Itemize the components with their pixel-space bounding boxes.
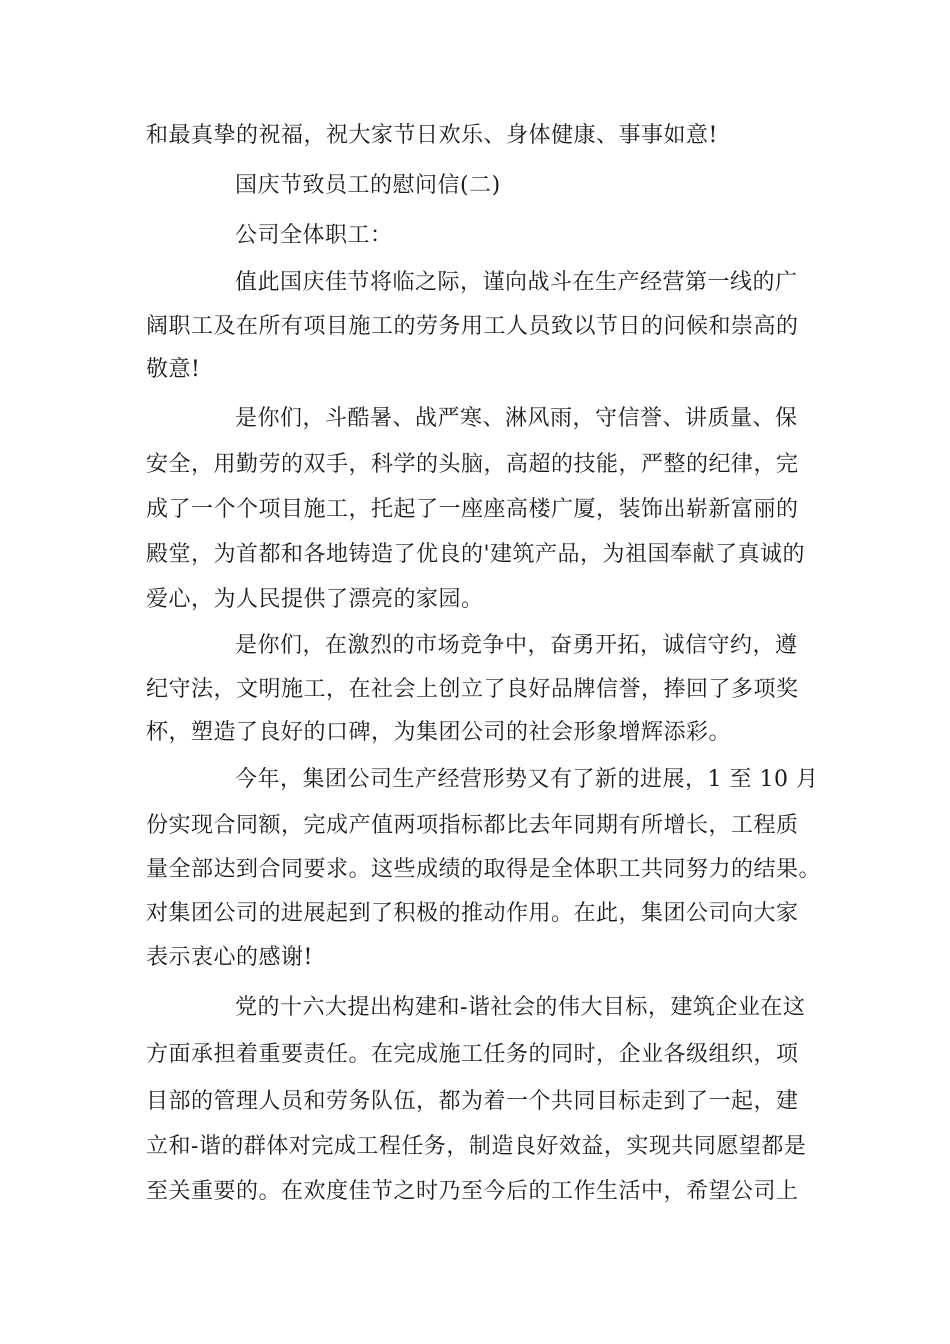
text-line: 纪守法，文明施工，在社会上创立了良好品牌信誉，捧回了多项奖 xyxy=(146,677,799,702)
text-line: 杯，塑造了良好的口碑，为集团公司的社会形象增辉添彩。 xyxy=(146,720,732,745)
text-line: 党的十六大提出构建和-谐社会的伟大目标，建筑企业在这 xyxy=(235,995,806,1020)
salutation: 公司全体职工： xyxy=(235,223,393,248)
text-line: 爱心，为人民提供了漂亮的家园。 xyxy=(146,587,484,612)
letter-title: 国庆节致员工的慰问信(二) xyxy=(235,173,501,198)
text-line: 安全，用勤劳的双手，科学的头脑，高超的技能，严整的纪律，完 xyxy=(146,452,799,477)
text-line: 和最真挚的祝福，祝大家节日欢乐、身体健康、事事如意! xyxy=(146,123,718,148)
text-line: 份实现合同额，完成产值两项指标都比去年同期有所增长，工程质 xyxy=(146,813,799,838)
text-line: 是你们，在激烈的市场竞争中，奋勇开拓，诚信守约，遵 xyxy=(235,633,798,658)
text-line: 对集团公司的进展起到了积极的推动作用。在此，集团公司向大家 xyxy=(146,901,799,926)
text-line: 值此国庆佳节将临之际，谨向战斗在生产经营第一线的广 xyxy=(235,270,798,295)
text-line: 方面承担着重要责任。在完成施工任务的同时，企业各级组织，项 xyxy=(146,1042,799,1067)
text-line: 目部的管理人员和劳务队伍，都为着一个共同目标走到了一起，建 xyxy=(146,1089,799,1114)
text-line: 殿堂，为首都和各地铸造了优良的'建筑产品，为祖国奉献了真诚的 xyxy=(146,542,806,567)
text-line: 量全部达到合同要求。这些成绩的取得是全体职工共同努力的结果。 xyxy=(146,857,822,882)
text-line: 今年，集团公司生产经营形势又有了新的进展，1 至 10 月 xyxy=(235,767,819,792)
text-line: 成了一个个项目施工，托起了一座座高楼广厦，装饰出崭新富丽的 xyxy=(146,497,799,522)
text-line: 表示衷心的感谢! xyxy=(146,945,313,970)
text-line: 敬意! xyxy=(146,357,201,382)
text-line: 至关重要的。在欢度佳节之时乃至今后的工作生活中，希望公司上 xyxy=(146,1179,799,1204)
text-line: 是你们，斗酷暑、战严寒、淋风雨，守信誉、讲质量、保 xyxy=(235,406,798,431)
text-line: 阔职工及在所有项目施工的劳务用工人员致以节日的问候和崇高的 xyxy=(146,314,799,339)
text-line: 立和-谐的群体对完成工程任务，制造良好效益，实现共同愿望都是 xyxy=(146,1134,807,1159)
